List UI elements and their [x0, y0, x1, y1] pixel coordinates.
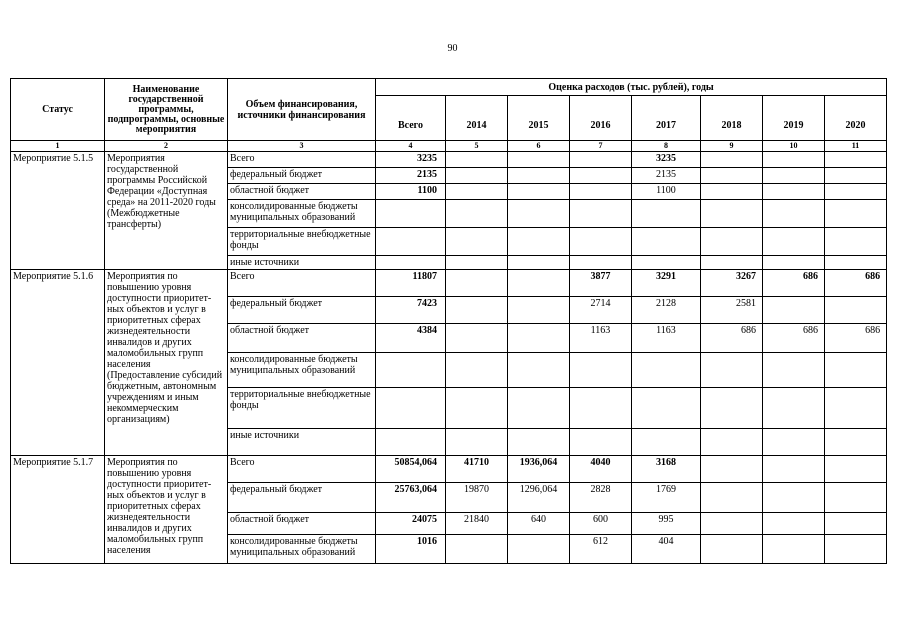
- year-value: [570, 256, 632, 270]
- total-value: 25763,064: [376, 483, 446, 513]
- year-value: [763, 353, 825, 388]
- funding-source: областной бюджет: [228, 513, 376, 535]
- year-value: [508, 353, 570, 388]
- year-value: 2828: [570, 483, 632, 513]
- total-value: 50854,064: [376, 456, 446, 483]
- year-value: [701, 388, 763, 429]
- year-value: [632, 353, 701, 388]
- year-value: [825, 184, 887, 200]
- funding-source: областной бюджет: [228, 324, 376, 353]
- year-value: [701, 200, 763, 228]
- year-value: [632, 200, 701, 228]
- year-value: [508, 256, 570, 270]
- year-value: [701, 256, 763, 270]
- measure-status: Мероприятие 5.1.7: [11, 456, 105, 564]
- year-value: [701, 535, 763, 564]
- year-value: [825, 200, 887, 228]
- year-value: 1163: [570, 324, 632, 353]
- year-value: [446, 535, 508, 564]
- year-value: 600: [570, 513, 632, 535]
- year-value: [508, 184, 570, 200]
- table-row: [11, 270, 887, 297]
- total-value: 1016: [376, 535, 446, 564]
- year-value: [701, 228, 763, 256]
- year-value: [632, 388, 701, 429]
- year-value: [763, 152, 825, 168]
- year-value: 686: [825, 270, 887, 297]
- year-value: [508, 270, 570, 297]
- year-value: [446, 270, 508, 297]
- year-value: [701, 429, 763, 456]
- funding-source: консолидированные бюджеты муниципальных образований: [228, 353, 376, 388]
- year-value: [570, 200, 632, 228]
- year-value: [701, 456, 763, 483]
- year-value: [446, 324, 508, 353]
- year-value: [508, 200, 570, 228]
- year-value: 640: [508, 513, 570, 535]
- year-value: 3235: [632, 152, 701, 168]
- year-value: [446, 168, 508, 184]
- year-value: 2714: [570, 297, 632, 324]
- year-value: [508, 388, 570, 429]
- year-value: [825, 353, 887, 388]
- year-value: [763, 256, 825, 270]
- year-value: [446, 152, 508, 168]
- total-value: 4384: [376, 324, 446, 353]
- column-number: 9: [701, 141, 763, 152]
- year-value: 686: [763, 270, 825, 297]
- funding-source: Всего: [228, 270, 376, 297]
- year-value: [701, 184, 763, 200]
- year-value: 1936,064: [508, 456, 570, 483]
- funding-source: Всего: [228, 456, 376, 483]
- table-row: [11, 152, 887, 168]
- measure-status: Мероприятие 5.1.6: [11, 270, 105, 456]
- year-value: [446, 184, 508, 200]
- total-value: [376, 200, 446, 228]
- year-value: 686: [701, 324, 763, 353]
- year-value: [446, 353, 508, 388]
- total-value: 3235: [376, 152, 446, 168]
- header-year: 2018: [701, 96, 763, 141]
- year-value: [446, 200, 508, 228]
- measure-name: Мероприятия государственной программы Российской Федерации «Доступная среда» на 2011-2020 годы (Межбюджетные трансферты): [105, 152, 228, 270]
- year-value: [763, 168, 825, 184]
- header-year: 2016: [570, 96, 632, 141]
- funding-source: иные источники: [228, 429, 376, 456]
- year-value: [763, 535, 825, 564]
- year-value: [701, 353, 763, 388]
- year-value: [508, 324, 570, 353]
- year-value: 686: [825, 324, 887, 353]
- year-value: 2581: [701, 297, 763, 324]
- year-value: [570, 152, 632, 168]
- total-value: [376, 429, 446, 456]
- header-name: Наименование государственной программы, подпрограммы, основные мероприятия: [105, 79, 228, 141]
- year-value: 2128: [632, 297, 701, 324]
- year-value: [763, 456, 825, 483]
- total-value: [376, 388, 446, 429]
- year-value: [763, 513, 825, 535]
- header-estimate: Оценка расходов (тыс. рублей), годы: [376, 79, 887, 96]
- year-value: [763, 297, 825, 324]
- funding-source: территориальные внебюджетные фонды: [228, 388, 376, 429]
- year-value: [825, 513, 887, 535]
- column-number: 6: [508, 141, 570, 152]
- year-value: [632, 228, 701, 256]
- funding-source: иные источники: [228, 256, 376, 270]
- year-value: [508, 297, 570, 324]
- column-number: 8: [632, 141, 701, 152]
- year-value: [763, 184, 825, 200]
- year-value: [446, 429, 508, 456]
- column-number: 5: [446, 141, 508, 152]
- year-value: [825, 297, 887, 324]
- funding-source: федеральный бюджет: [228, 297, 376, 324]
- year-value: 995: [632, 513, 701, 535]
- total-value: [376, 353, 446, 388]
- year-value: [508, 168, 570, 184]
- year-value: 404: [632, 535, 701, 564]
- funding-source: территориальные внебюджетные фонды: [228, 228, 376, 256]
- year-value: [825, 456, 887, 483]
- total-value: [376, 256, 446, 270]
- year-value: [446, 297, 508, 324]
- year-value: 21840: [446, 513, 508, 535]
- year-value: [570, 388, 632, 429]
- total-value: 11807: [376, 270, 446, 297]
- measure-name: Мероприятия по повышению уровня доступности приоритет-ных объектов и услуг в приоритетных сферах жизнедеятельности инвалидов и других маломобильных групп населения: [105, 456, 228, 564]
- header-year: 2015: [508, 96, 570, 141]
- total-value: 2135: [376, 168, 446, 184]
- column-number: 10: [763, 141, 825, 152]
- table-row: [11, 456, 887, 483]
- funding-source: областной бюджет: [228, 184, 376, 200]
- total-value: 1100: [376, 184, 446, 200]
- measure-name: Мероприятия по повышению уровня доступности приоритет-ных объектов и услуг в приоритетных сферах жизнедеятельности инвалидов и других маломобильных групп населения (Предоставление субсидий бюджетным, автономным учреждениям и иным некоммерческим организациям): [105, 270, 228, 456]
- funding-source: Всего: [228, 152, 376, 168]
- year-value: [570, 429, 632, 456]
- year-value: 19870: [446, 483, 508, 513]
- year-value: 4040: [570, 456, 632, 483]
- year-value: [763, 483, 825, 513]
- year-value: [570, 168, 632, 184]
- year-value: 612: [570, 535, 632, 564]
- year-value: 686: [763, 324, 825, 353]
- year-value: [825, 168, 887, 184]
- header-total: Всего: [376, 96, 446, 141]
- header-year: 2017: [632, 96, 701, 141]
- year-value: 3877: [570, 270, 632, 297]
- header-year: 2014: [446, 96, 508, 141]
- year-value: [701, 168, 763, 184]
- year-value: [446, 256, 508, 270]
- header-status: Статус: [11, 79, 105, 141]
- column-number: 4: [376, 141, 446, 152]
- year-value: [763, 228, 825, 256]
- budget-table: [10, 78, 887, 564]
- year-value: [763, 429, 825, 456]
- year-value: 3291: [632, 270, 701, 297]
- year-value: 3168: [632, 456, 701, 483]
- year-value: [825, 483, 887, 513]
- year-value: [763, 388, 825, 429]
- funding-source: консолидированные бюджеты муниципальных образований: [228, 535, 376, 564]
- year-value: 1769: [632, 483, 701, 513]
- page-number: 90: [447, 43, 458, 54]
- year-value: [825, 152, 887, 168]
- column-number: 11: [825, 141, 887, 152]
- year-value: [632, 256, 701, 270]
- year-value: 1100: [632, 184, 701, 200]
- year-value: [763, 200, 825, 228]
- measure-status: Мероприятие 5.1.5: [11, 152, 105, 270]
- year-value: 41710: [446, 456, 508, 483]
- year-value: [446, 388, 508, 429]
- year-value: [825, 429, 887, 456]
- column-number: 3: [228, 141, 376, 152]
- year-value: [508, 152, 570, 168]
- year-value: [508, 228, 570, 256]
- year-value: [570, 353, 632, 388]
- total-value: 24075: [376, 513, 446, 535]
- year-value: [825, 388, 887, 429]
- funding-source: федеральный бюджет: [228, 483, 376, 513]
- header-funding: Объем финансирования, источники финансирования: [228, 79, 376, 141]
- column-number: 7: [570, 141, 632, 152]
- total-value: 7423: [376, 297, 446, 324]
- funding-source: консолидированные бюджеты муниципальных образований: [228, 200, 376, 228]
- header-year: 2020: [825, 96, 887, 141]
- year-value: [632, 429, 701, 456]
- year-value: [446, 228, 508, 256]
- year-value: [825, 256, 887, 270]
- funding-source: федеральный бюджет: [228, 168, 376, 184]
- year-value: [570, 184, 632, 200]
- header-year: 2019: [763, 96, 825, 141]
- year-value: [701, 152, 763, 168]
- year-value: 1163: [632, 324, 701, 353]
- year-value: 2135: [632, 168, 701, 184]
- column-number: 1: [11, 141, 105, 152]
- year-value: [701, 513, 763, 535]
- year-value: [825, 228, 887, 256]
- year-value: [825, 535, 887, 564]
- year-value: 1296,064: [508, 483, 570, 513]
- year-value: [508, 535, 570, 564]
- year-value: [701, 483, 763, 513]
- column-number: 2: [105, 141, 228, 152]
- year-value: [570, 228, 632, 256]
- total-value: [376, 228, 446, 256]
- year-value: 3267: [701, 270, 763, 297]
- year-value: [508, 429, 570, 456]
